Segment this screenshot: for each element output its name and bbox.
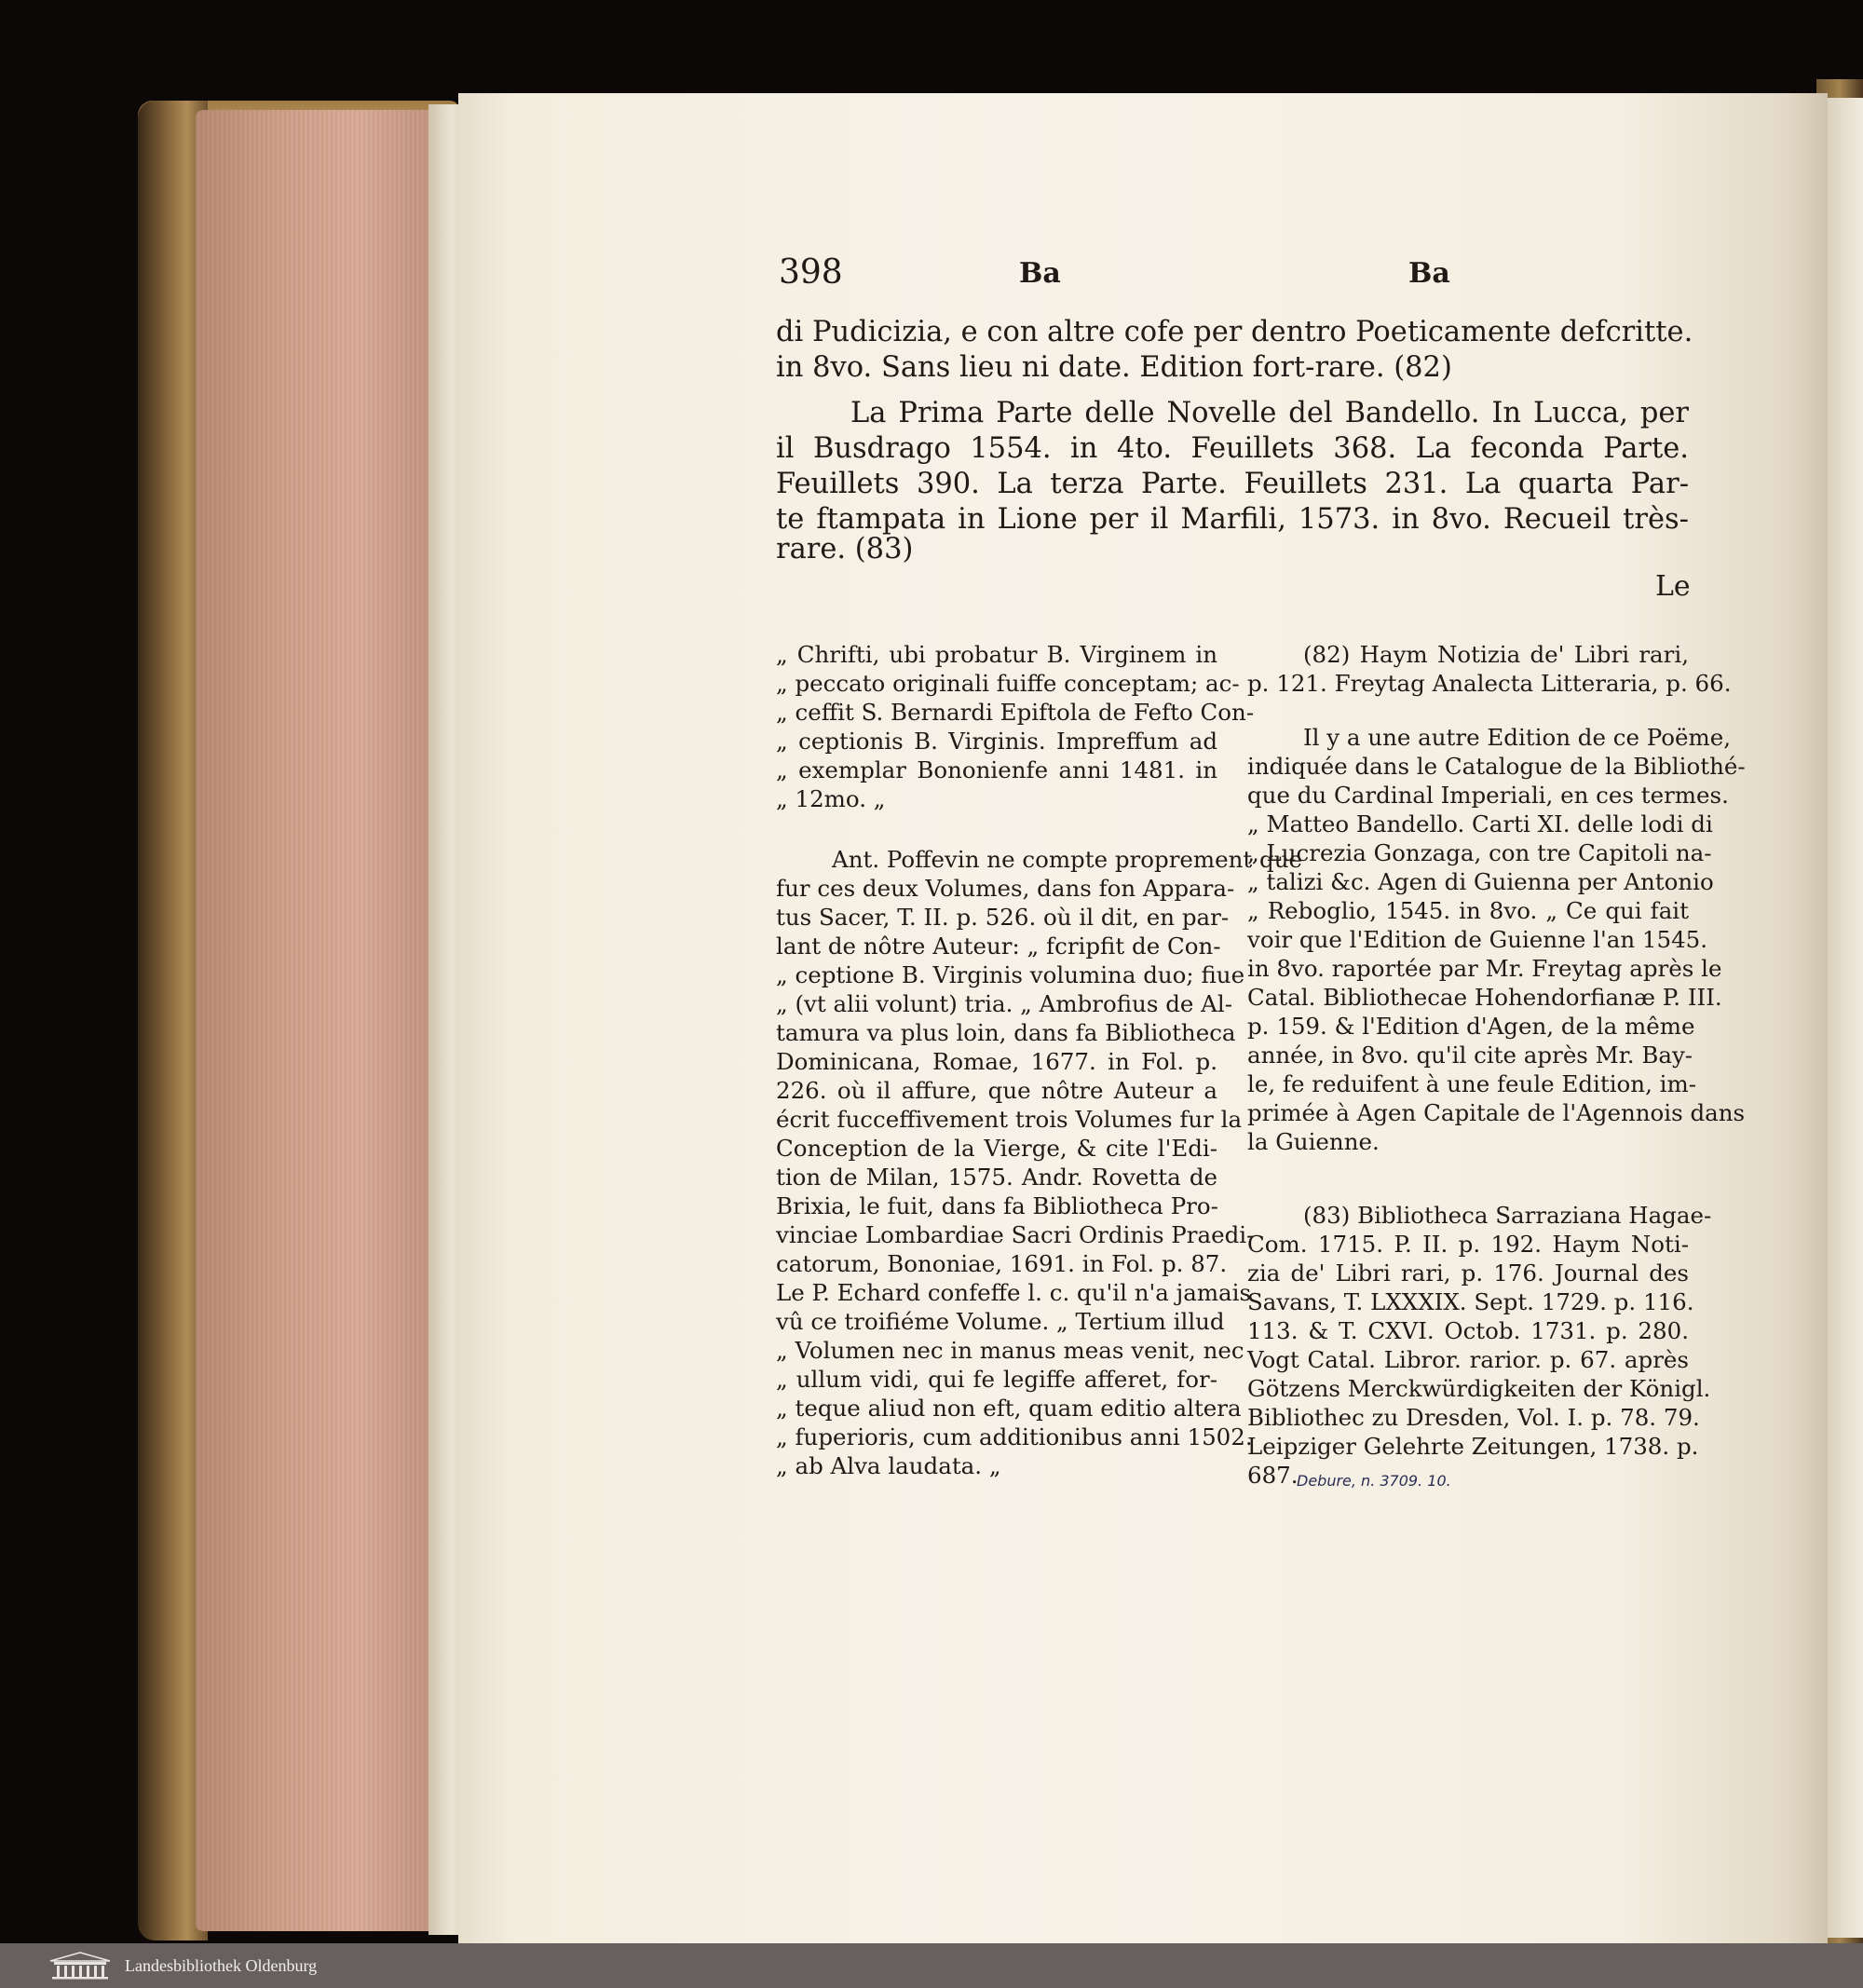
footnote-line: „ Matteo Bandello. Carti XI. delle lodi di xyxy=(1247,810,1713,837)
footnote-line: la Guienne. xyxy=(1247,1128,1380,1155)
footnote-line: zia de' Libri rari, p. 176. Journal des xyxy=(1247,1260,1689,1287)
footnote-line: „ teque aliud non eft, quam editio altera xyxy=(776,1395,1242,1422)
footnote-line: „ ceptione B. Virginis volumina duo; fiue xyxy=(776,961,1245,988)
footnote-line: „ 12mo. „ xyxy=(776,785,886,812)
footnote-line: fur ces deux Volumes, dans fon Appara- xyxy=(776,875,1235,902)
footnote-line: écrit fucceffivement trois Volumes fur la xyxy=(776,1106,1243,1133)
footnote-line: lant de nôtre Auteur: „ fcripfit de Con- xyxy=(776,933,1221,960)
footnote-line: „ ullum vidi, qui fe legiffe afferet, for- xyxy=(776,1366,1217,1393)
footnote-line: p. 121. Freytag Analecta Litteraria, p. 66. xyxy=(1247,670,1732,697)
footnote-line: Conception de la Vierge, & cite l'Edi- xyxy=(776,1135,1217,1162)
footnote-line: „ Volumen nec in manus meas venit, nec xyxy=(776,1337,1244,1364)
footnote-line: primée à Agen Capitale de l'Agennois dans xyxy=(1247,1099,1746,1126)
main-text-line: te ftampata in Lione per il Marfili, 1573. in 8vo. Recueil très- xyxy=(776,503,1689,536)
main-text-line: il Busdrago 1554. in 4to. Feuillets 368. La feconda Parte. xyxy=(776,432,1689,465)
footnote-line: „ ceptionis B. Virginis. Impreffum ad xyxy=(776,728,1217,755)
running-head-left: Ba xyxy=(1019,257,1061,290)
main-text-line: in 8vo. Sans lieu ni date. Edition fort-rare. (82) xyxy=(776,351,1452,384)
footnote-line: que du Cardinal Imperiali, en ces termes. xyxy=(1247,782,1729,809)
footnote-line: Com. 1715. P. II. p. 192. Haym Noti- xyxy=(1247,1231,1689,1258)
footnote-line: tion de Milan, 1575. Andr. Rovetta de xyxy=(776,1164,1217,1191)
footnote-line: „ Lucrezia Gonzaga, con tre Capitoli na- xyxy=(1247,839,1712,866)
footnote-line: Götzens Merckwürdigkeiten der Königl. xyxy=(1247,1375,1711,1402)
footnote-line: Brixia, le fuit, dans fa Bibliotheca Pro- xyxy=(776,1192,1218,1219)
footnote-line: „ Reboglio, 1545. in 8vo. „ Ce qui fait xyxy=(1247,897,1689,924)
footnote-line: catorum, Bononiae, 1691. in Fol. p. 87. xyxy=(776,1250,1228,1277)
footnote-line: in 8vo. raportée par Mr. Freytag après le xyxy=(1247,955,1722,982)
footnote-line: 226. où il affure, que nôtre Auteur a xyxy=(776,1077,1217,1104)
footnote-line: tus Sacer, T. II. p. 526. où il dit, en par- xyxy=(776,904,1230,931)
footnote-line: Catal. Bibliothecae Hohendorfianæ P. III. xyxy=(1247,984,1722,1011)
library-building-icon xyxy=(48,1952,112,1980)
footnote-line: p. 159. & l'Edition d'Agen, de la même xyxy=(1247,1013,1695,1040)
footnote-line: 113. & T. CXVI. Octob. 1731. p. 280. xyxy=(1247,1317,1689,1344)
running-head-right: Ba xyxy=(1408,257,1450,290)
footnote-line: le, fe reduifent à une feule Edition, im- xyxy=(1247,1070,1696,1097)
footnote-line: (82) Haym Notizia de' Libri rari, xyxy=(1303,641,1689,668)
footnote-line: tamura va plus loin, dans fa Bibliotheca xyxy=(776,1019,1236,1046)
footnote-line: année, in 8vo. qu'il cite après Mr. Bay- xyxy=(1247,1042,1693,1069)
footnote-line: vinciae Lombardiae Sacri Ordinis Praedi- xyxy=(776,1221,1255,1248)
footer-bar xyxy=(0,1943,1863,1988)
footnote-line: (83) Bibliotheca Sarraziana Hagae- xyxy=(1303,1202,1712,1229)
main-text-line: rare. (83) xyxy=(776,533,914,565)
footnote-line: Dominicana, Romae, 1677. in Fol. p. xyxy=(776,1048,1217,1075)
main-text-line: La Prima Parte delle Novelle del Bandello. In Lucca, per xyxy=(850,397,1689,429)
footnote-line: indiquée dans le Catalogue de la Bibliothé- xyxy=(1247,753,1746,780)
footnote-line: Leipziger Gelehrte Zeitungen, 1738. p. xyxy=(1247,1433,1699,1460)
footnote-line: „ peccato originali fuiffe conceptam; ac- xyxy=(776,670,1240,697)
footnote-line: „ fuperioris, cum additionibus anni 1502. xyxy=(776,1423,1253,1450)
footnote-line: „ Chrifti, ubi probatur B. Virginem in xyxy=(776,641,1217,668)
footnote-line: Vogt Catal. Libror. rarior. p. 67. après xyxy=(1247,1346,1689,1373)
footnote-line: Il y a une autre Edition de ce Poëme, xyxy=(1303,724,1732,751)
footnote-line: voir que l'Edition de Guienne l'an 1545. xyxy=(1247,926,1708,953)
footnote-line: Bibliothec zu Dresden, Vol. I. p. 78. 79. xyxy=(1247,1404,1700,1431)
footnote-line: „ talizi &c. Agen di Guienna per Antonio xyxy=(1247,868,1714,895)
handwritten-note: Debure, n. 3709. 10. xyxy=(1297,1472,1451,1490)
footnote-line: Ant. Poffevin ne compte proprement que xyxy=(832,846,1303,873)
footnote-line: „ ceffit S. Bernardi Epiftola de Fefto Con- xyxy=(776,699,1255,726)
page-fore-edge xyxy=(196,110,466,1931)
footnote-line: „ (vt alii volunt) tria. „ Ambrofius de Al- xyxy=(776,990,1232,1017)
footnote-line: Le P. Echard confeffe l. c. qu'il n'a jamais xyxy=(776,1279,1252,1306)
page-number: 398 xyxy=(779,253,843,292)
main-text-line: Feuillets 390. La terza Parte. Feuillets 231. La quarta Par- xyxy=(776,468,1689,500)
footnote-line: Savans, T. LXXXIX. Sept. 1729. p. 116. xyxy=(1247,1288,1694,1315)
footnote-line: „ exemplar Bononienfe anni 1481. in xyxy=(776,756,1217,783)
footnote-line: vû ce troifiéme Volume. „ Tertium illud xyxy=(776,1308,1225,1335)
footer-label: Landesbibliothek Oldenburg xyxy=(125,1955,318,1975)
catchword: Le xyxy=(1655,570,1691,603)
footnote-line: „ ab Alva laudata. „ xyxy=(776,1452,1001,1479)
footnote-line: 687. xyxy=(1247,1462,1299,1489)
main-text-line: di Pudicizia, e con altre cofe per dentro Poeticamente defcritte. xyxy=(776,316,1693,348)
